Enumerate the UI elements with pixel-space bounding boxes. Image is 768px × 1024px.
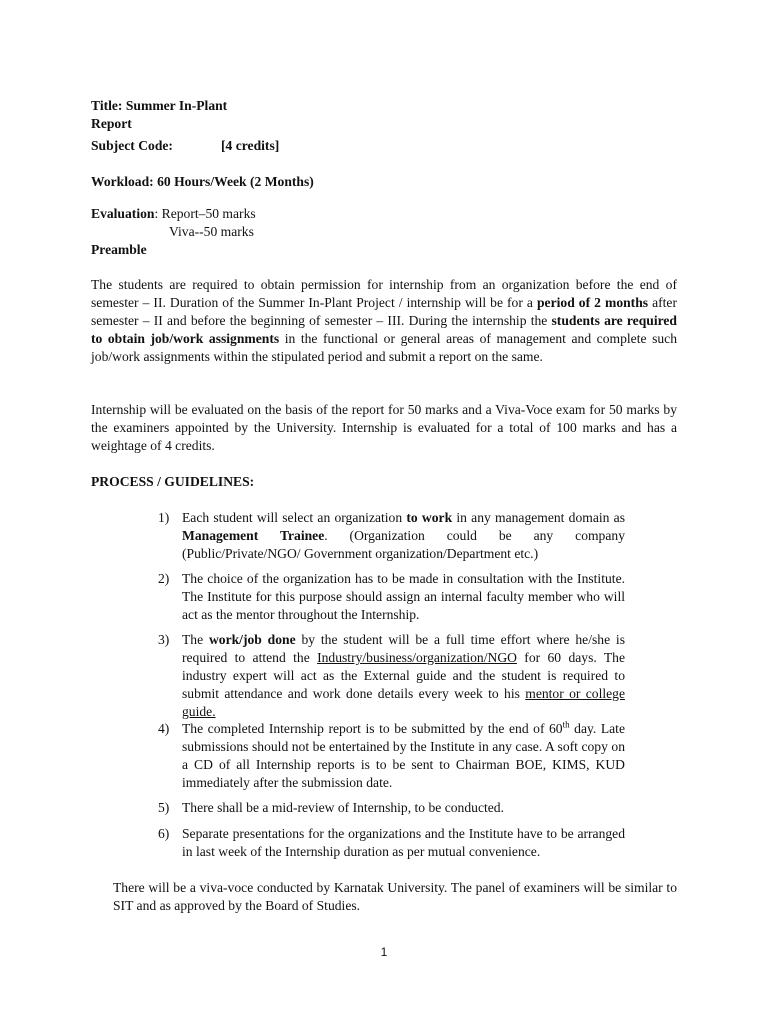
evaluation-paragraph: Internship will be evaluated on the basis of the report for 50 marks and a Viva-Voce exam for 50 marks by the examiners appointed by the University. Internship is evaluated for a total of 100 marks and has a weightage of 4 credits. (91, 402, 677, 453)
para1-text-2: after semester – II and before the beginning of semester – III. During the internship the (91, 295, 677, 328)
subject-code-label: Subject Code: (91, 138, 173, 153)
workload: Workload: 60 Hours/Week (2 Months) (91, 174, 314, 189)
item-bold: Management Trainee (182, 528, 325, 543)
item-underline: mentor or college guide. (182, 686, 625, 719)
evaluation-line-1 (91, 205, 256, 223)
title-line-2: Report (91, 116, 132, 131)
item-text: Each student will select an organization (182, 510, 407, 525)
item-number: 5) (158, 800, 170, 815)
guideline-item-4 (158, 720, 625, 792)
subject-code-value: [4 credits] (221, 138, 280, 153)
guideline-item-5 (158, 799, 625, 817)
item-bold: work/job done (208, 632, 296, 647)
item-bold: to work (406, 510, 453, 525)
item-number: 2) (158, 571, 170, 586)
para1-text-3: in the functional or general areas of management and complete such job/work assignments within the stipulated period and submit a report on the same. (91, 331, 677, 364)
item-text: There shall be a mid-review of Internship, to be conducted. (182, 800, 504, 815)
title-text: Summer In-Plant (125, 98, 228, 113)
para1-bold-2: students are required to obtain job/work assignments (91, 313, 677, 346)
item-number: 6) (158, 826, 170, 841)
preamble-paragraph (91, 276, 677, 366)
item-text: The (182, 632, 209, 647)
guideline-item-3 (158, 631, 625, 721)
item-text: The choice of the organization has to be made in consultation with the Institute. The Institute for this purpose should assign an internal faculty member who will act as the mentor throughout the Internship. (182, 571, 625, 622)
title-line-1 (91, 97, 227, 115)
item-text: Separate presentations for the organizations and the Institute have to be arranged in last week of the Internship duration as per mutual convenience. (182, 826, 625, 859)
evaluation-label: Evaluation (91, 206, 155, 221)
process-heading: PROCESS / GUIDELINES: (91, 474, 255, 489)
preamble-heading: Preamble (91, 242, 147, 257)
closing-paragraph: There will be a viva-voce conducted by Karnatak University. The panel of examiners will be similar to SIT and as approved by the Board of Studies. (113, 880, 677, 913)
item-underline: Industry/business/organization/NGO (317, 650, 517, 665)
guideline-item-6 (158, 825, 625, 861)
page-number: 1 (380, 945, 388, 959)
guideline-item-1 (158, 509, 625, 563)
item-text: day. Late submissions should not be entertained by the Institute in any case. A soft copy on a CD of all Internship reports is to be sent to Chairman BOE, KIMS, KUD immediately after the submission date. (182, 721, 625, 790)
item-number: 1) (158, 510, 170, 525)
item-text: . (Organization could be any company (Public/Private/NGO/ Government organization/Department etc.) (182, 528, 625, 561)
evaluation-viva: Viva--50 marks (169, 224, 254, 239)
item-text: in any management domain as (452, 510, 625, 525)
item-text: by the student will be a full time effort where he/she is required to attend the (182, 632, 625, 665)
item-superscript: th (562, 719, 570, 730)
evaluation-report: : Report–50 marks (154, 206, 256, 221)
item-number: 3) (158, 632, 170, 647)
item-number: 4) (158, 721, 170, 736)
guideline-item-2 (158, 570, 625, 624)
item-text: for 60 days. The industry expert will act as the External guide and the student is required to submit attendance and work done details every week to his (182, 650, 626, 701)
para1-text-1: The students are required to obtain permission for internship from an organization before the end of semester – II. Duration of the Summer In-Plant Project / internship will be for a (91, 277, 677, 310)
item-text: The completed Internship report is to be submitted by the end of 60 (182, 721, 563, 736)
title-label: Title: (91, 98, 123, 113)
para1-bold-1: period of 2 months (537, 295, 649, 310)
